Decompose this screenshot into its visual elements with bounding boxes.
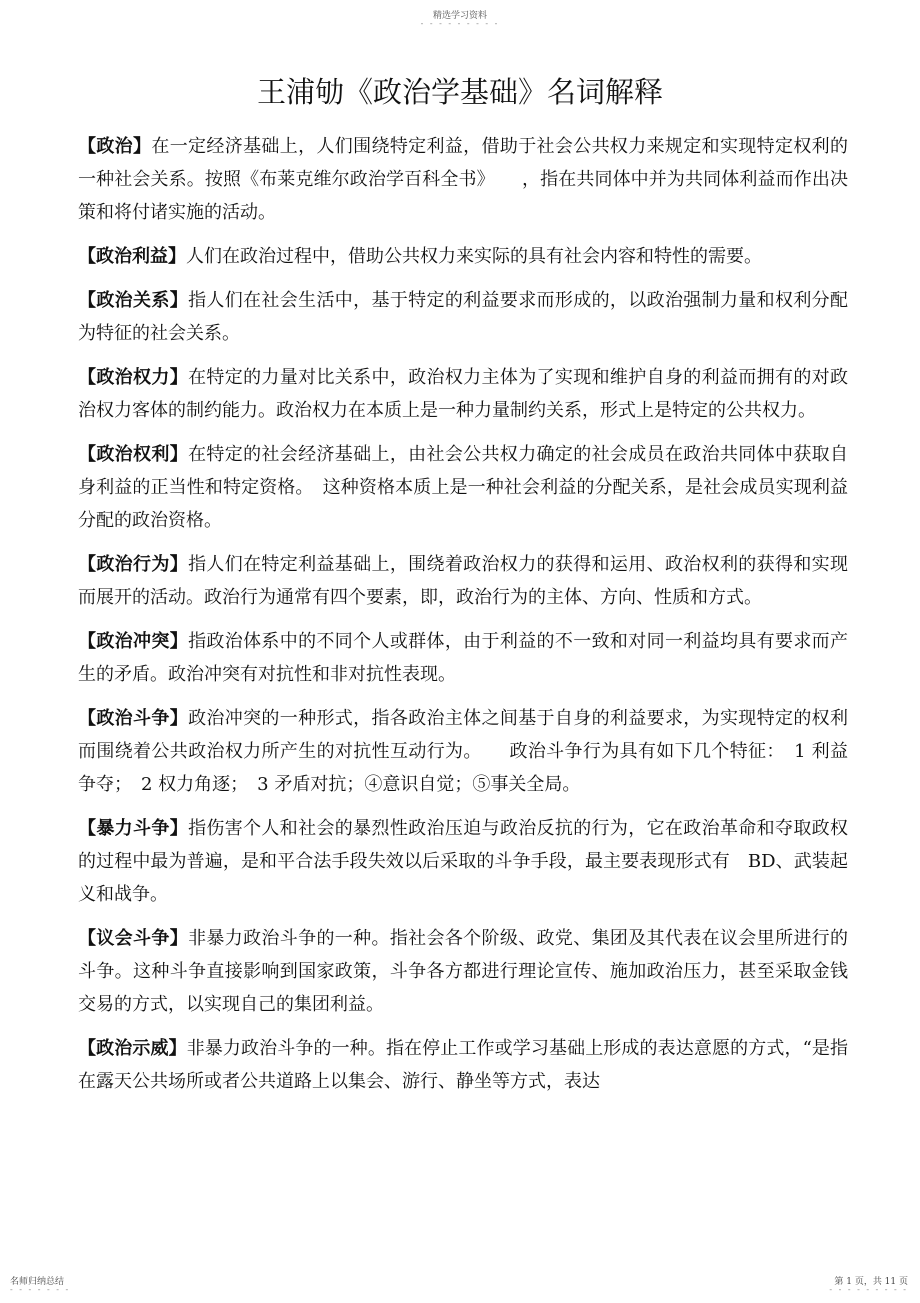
- page-number: 第 1 页，共 11 页: [834, 1277, 908, 1287]
- page-title: 王浦劬《政治学基础》名词解释: [256, 75, 663, 109]
- entry-term: 【政治冲突】: [78, 631, 189, 652]
- entry-text: 非暴力政治斗争的一种。指社会各个阶级、政党、集团及其代表在议会里所进行的斗争。这种斗争直接影响到国家政策，斗争各方都进行理论宣传、施加政治压力，甚至采取金钱交易的方式，以实现自己的集团利益。: [78, 928, 849, 1015]
- entry-political-struggle: [78, 702, 848, 801]
- entry-political-power: [78, 361, 848, 427]
- entry-term: 【政治利益】: [78, 246, 186, 267]
- entry-text: 非暴力政治斗争的一种。指在停止工作或学习基础上形成的表达意愿的方式，“是指在露天公共场所或者公共道路上以集会、游行、静坐等方式，表达: [78, 1038, 848, 1092]
- entry-text: 在一定经济基础上，人们围绕特定利益，借助于社会公共权力来规定和实现特定权利的一种社会关系。按照《布莱克维尔政治学百科全书》 ，指在共同体中并为共同体利益而作出决策和将付诸实施的活动。: [78, 136, 849, 223]
- footer-left-label: 名师归纳总结: [10, 1277, 65, 1287]
- entry-political-relation: [78, 284, 848, 350]
- entry-politics: [78, 130, 848, 229]
- entry-term: 【暴力斗争】: [78, 818, 189, 839]
- entry-political-conflict: [78, 625, 848, 691]
- footer-right-dashes: - - - - - - - - -: [829, 1285, 908, 1294]
- entry-text: 政治冲突的一种形式，指各政治主体之间基于自身的利益要求，为实现特定的权利而围绕着公共政治权力所产生的对抗性互动行为。 政治斗争行为具有如下几个特征： 1 利益争夺； 2 权力角逐； 3 矛盾对抗；④意识自觉；⑤事关全局。: [78, 708, 849, 795]
- header-dashes: - - - - - - - - -: [420, 19, 500, 28]
- entry-violent-struggle: [78, 812, 848, 911]
- entry-term: 【政治示威】: [78, 1038, 187, 1059]
- entry-text: 指人们在社会生活中，基于特定的利益要求而形成的，以政治强制力量和权利分配为特征的社会关系。: [78, 290, 849, 344]
- entry-term: 【政治行为】: [78, 554, 189, 575]
- entry-term: 【政治关系】: [78, 290, 189, 311]
- entry-political-demonstration: [78, 1032, 848, 1098]
- entry-parliamentary-struggle: [78, 922, 848, 1021]
- entry-term: 【政治权利】: [78, 444, 189, 465]
- entry-political-right: [78, 438, 848, 537]
- entry-term: 【政治斗争】: [78, 708, 189, 729]
- entry-term: 【政治】: [78, 136, 152, 157]
- entry-political-interest: [78, 240, 848, 273]
- entry-political-behavior: [78, 548, 848, 614]
- footer-left-dashes: - - - - - - -: [10, 1285, 71, 1294]
- entry-text: 指人们在特定利益基础上，围绕着政治权力的获得和运用、政治权利的获得和实现而展开的活动。政治行为通常有四个要素，即，政治行为的主体、方向、性质和方式。: [78, 554, 849, 608]
- entries-list: [78, 130, 848, 1109]
- entry-term: 【议会斗争】: [78, 928, 189, 949]
- entry-term: 【政治权力】: [78, 367, 189, 388]
- header-label: 精选学习资料: [432, 11, 487, 21]
- entry-text: 指伤害个人和社会的暴烈性政治压迫与政治反抗的行为，它在政治革命和夺取政权的过程中最为普遍，是和平合法手段失效以后采取的斗争手段，最主要表现形式有 BD、武装起义和战争。: [78, 818, 849, 905]
- entry-text: 人们在政治过程中，借助公共权力来实际的具有社会内容和特性的需要。: [186, 246, 762, 267]
- entry-text: 指政治体系中的不同个人或群体，由于利益的不一致和对同一利益均具有要求而产生的矛盾。政治冲突有对抗性和非对抗性表现。: [78, 631, 849, 685]
- entry-text: 在特定的社会经济基础上，由社会公共权力确定的社会成员在政治共同体中获取自身利益的正当性和特定资格。 这种资格本质上是一种社会利益的分配关系，是社会成员实现利益分配的政治资格。: [78, 444, 849, 531]
- entry-text: 在特定的力量对比关系中，政治权力主体为了实现和维护自身的利益而拥有的对政治权力客体的制约能力。政治权力在本质上是一种力量制约关系，形式上是特定的公共权力。: [78, 367, 849, 421]
